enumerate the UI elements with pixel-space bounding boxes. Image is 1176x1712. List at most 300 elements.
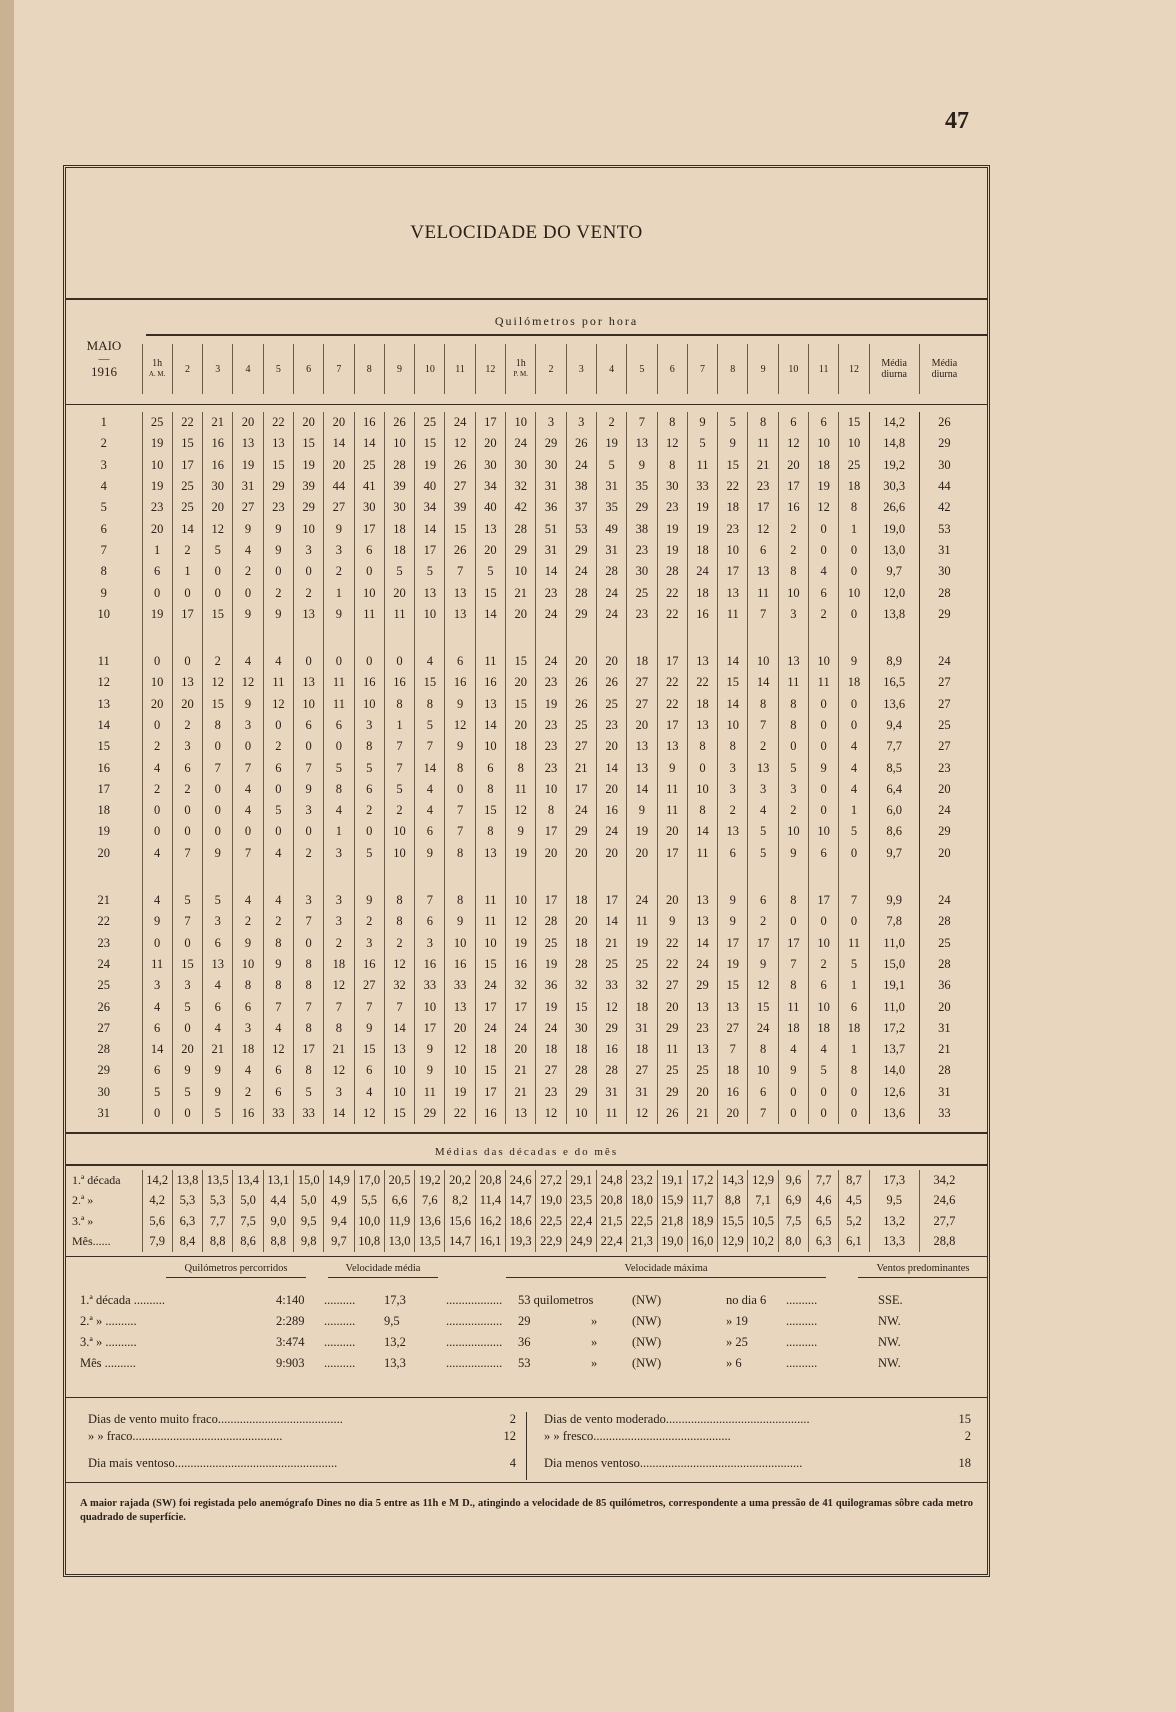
hour-value-cell: 10 (354, 694, 384, 715)
hour-value-cell: 4 (263, 843, 293, 864)
hour-value-cell: 9 (354, 1018, 384, 1039)
hour-value-cell: 13 (687, 996, 717, 1017)
hour-header-15: 3 (566, 344, 596, 394)
hour-value-cell: 6 (172, 757, 202, 778)
hour-value-cell: 9 (324, 518, 354, 539)
hour-value-cell: 20 (506, 1039, 536, 1060)
hour-value-cell: 17 (748, 497, 778, 518)
decade-value-cell: 6,6 (384, 1191, 414, 1212)
hour-value-cell: 30 (566, 1018, 596, 1039)
hour-value-cell: 18 (233, 1039, 263, 1060)
decade-value-cell: 6,3 (172, 1211, 202, 1232)
hour-value-cell: 20 (718, 1103, 748, 1124)
hour-value-cell: 10 (384, 843, 414, 864)
hour-value-cell: 21 (203, 1039, 233, 1060)
hour-value-cell: 4 (354, 1082, 384, 1103)
hour-value-cell: 11 (324, 694, 354, 715)
hour-header-20: 8 (718, 344, 748, 394)
hour-value-cell: 20 (475, 433, 505, 454)
hour-value-cell: 17 (506, 996, 536, 1017)
hour-value-cell: 28 (566, 954, 596, 975)
day-cell: 26 (97, 999, 110, 1014)
hour-value-cell: 3 (233, 715, 263, 736)
hour-value-cell: 2 (233, 561, 263, 582)
leader-dots: .......... (786, 1293, 818, 1308)
hour-value-cell: 27 (354, 975, 384, 996)
decade-value-cell: 8,0 (778, 1232, 808, 1253)
hour-value-cell: 3 (172, 975, 202, 996)
hour-value-cell: 10 (839, 582, 869, 603)
hour-value-cell: 11 (384, 604, 414, 625)
hour-value-cell: 14 (324, 1103, 354, 1124)
hour-value-cell: 8 (293, 1060, 323, 1081)
hour-value-cell: 11 (475, 890, 505, 911)
decade-means-section (66, 1132, 987, 1252)
hour-value-cell: 15 (506, 694, 536, 715)
hour-value-cell: 6 (809, 975, 839, 996)
hour-value-cell: 7 (203, 757, 233, 778)
hour-value-cell: 19 (536, 954, 566, 975)
hour-value-cell: 25 (415, 412, 445, 433)
decade-label: Mês...... (72, 1234, 111, 1249)
hour-value-cell: 0 (293, 736, 323, 757)
hour-value-cell: 9 (233, 933, 263, 954)
daily-mean-cell: 19,2 (869, 455, 919, 476)
hour-value-cell: 5 (203, 890, 233, 911)
hour-value-cell: 30 (506, 455, 536, 476)
hour-value-cell: 22 (657, 933, 687, 954)
hour-value-cell: 31 (233, 476, 263, 497)
daily-mean-cell: 20 (919, 779, 969, 800)
hour-value-cell: 18 (718, 1060, 748, 1081)
hour-value-cell: 9 (142, 911, 172, 932)
decade-value-cell: 22,5 (627, 1211, 657, 1232)
decade-row (66, 1211, 969, 1232)
month-label: MAIO (86, 338, 122, 353)
decade-value-cell: 4,2 (142, 1191, 172, 1212)
daily-mean-cell: 20 (919, 996, 969, 1017)
hour-value-cell: 4 (809, 1039, 839, 1060)
page-number: 47 (945, 108, 969, 134)
km-value: 3:474 (276, 1335, 305, 1350)
hour-value-cell: 0 (324, 651, 354, 672)
hour-value-cell: 23 (263, 497, 293, 518)
hour-value-cell: 24 (687, 561, 717, 582)
hour-value-cell: 4 (233, 800, 263, 821)
hour-value-cell: 4 (809, 561, 839, 582)
hour-value-cell: 6 (354, 1060, 384, 1081)
hour-value-cell: 24 (627, 890, 657, 911)
hour-value-cell: 27 (627, 694, 657, 715)
hour-value-cell: 6 (748, 540, 778, 561)
hour-value-cell: 10 (384, 433, 414, 454)
hour-value-cell: 8 (748, 694, 778, 715)
hour-value-cell: 16 (596, 800, 626, 821)
hour-value-cell: 37 (566, 497, 596, 518)
hour-value-cell: 20 (566, 651, 596, 672)
hour-value-cell: 11 (596, 1103, 626, 1124)
hour-value-cell: 4 (233, 779, 263, 800)
decade-value-cell: 21,3 (627, 1232, 657, 1253)
decade-value-cell: 9,8 (293, 1232, 323, 1253)
hour-value-cell: 7 (233, 843, 263, 864)
daily-mean-cell: 23 (919, 757, 969, 778)
hour-value-cell: 24 (506, 433, 536, 454)
decade-value-cell: 7,9 (142, 1232, 172, 1253)
hour-value-cell: 4 (415, 651, 445, 672)
hour-value-cell: 0 (203, 821, 233, 842)
hour-value-cell: 2 (778, 518, 808, 539)
hour-value-cell: 6 (475, 757, 505, 778)
hour-value-cell: 3 (778, 604, 808, 625)
daily-mean-cell: 30,3 (869, 476, 919, 497)
hour-value-cell: 10 (415, 604, 445, 625)
decade-value-cell: 23,5 (566, 1191, 596, 1212)
table-row (66, 604, 969, 625)
hour-value-cell: 34 (475, 476, 505, 497)
hour-value-cell: 19 (657, 540, 687, 561)
hour-value-cell: 26 (445, 455, 475, 476)
hour-value-cell: 16 (233, 1103, 263, 1124)
hour-value-cell: 0 (203, 561, 233, 582)
hour-value-cell: 14 (324, 433, 354, 454)
hour-value-cell: 9 (748, 954, 778, 975)
hour-value-cell: 24 (445, 412, 475, 433)
hour-value-cell: 6 (354, 779, 384, 800)
hour-value-cell: 29 (657, 1018, 687, 1039)
hour-value-cell: 0 (172, 582, 202, 603)
decade-value-cell: 13,1 (263, 1170, 293, 1191)
daily-mean-cell: 33 (919, 1103, 969, 1124)
hour-value-cell: 23 (142, 497, 172, 518)
hour-value-cell: 22 (657, 954, 687, 975)
hour-value-cell: 9 (627, 455, 657, 476)
hour-value-cell: 13 (687, 911, 717, 932)
hour-value-cell: 3 (566, 412, 596, 433)
hour-value-cell: 23 (627, 540, 657, 561)
hour-value-cell: 31 (596, 1082, 626, 1103)
hour-value-cell: 4 (233, 540, 263, 561)
hour-value-cell: 35 (596, 497, 626, 518)
daily-mean-cell: 27 (919, 736, 969, 757)
hour-value-cell: 22 (657, 694, 687, 715)
hour-value-cell: 11 (324, 672, 354, 693)
hour-value-cell: 23 (627, 604, 657, 625)
hour-value-cell: 8 (657, 412, 687, 433)
hour-value-cell: 12 (324, 975, 354, 996)
hour-value-cell: 10 (475, 933, 505, 954)
hour-value-cell: 23 (687, 1018, 717, 1039)
decade-value-cell: 20,8 (596, 1191, 626, 1212)
hour-header-9: 9 (384, 344, 414, 394)
day-cell: 14 (97, 718, 110, 732)
hour-value-cell: 0 (142, 715, 172, 736)
decade-value-cell: 6,3 (809, 1232, 839, 1253)
hour-value-cell: 7 (263, 996, 293, 1017)
decade-value-cell: 13,5 (415, 1232, 445, 1253)
hour-value-cell: 0 (142, 651, 172, 672)
hour-value-cell: 10 (687, 779, 717, 800)
hour-value-cell: 20 (596, 843, 626, 864)
daily-mean-cell: 31 (919, 540, 969, 561)
decade-value-cell: 13,0 (384, 1232, 414, 1253)
hour-value-cell: 21 (687, 1103, 717, 1124)
hour-value-cell: 2 (203, 651, 233, 672)
hour-value-cell: 20 (324, 455, 354, 476)
hour-value-cell: 7 (718, 1039, 748, 1060)
hour-value-cell: 24 (566, 455, 596, 476)
table-row (66, 497, 969, 518)
daily-mean-cell: 13,0 (869, 540, 919, 561)
hour-value-cell: 2 (354, 800, 384, 821)
hour-value-cell: 11 (506, 779, 536, 800)
hour-value-cell: 9 (627, 800, 657, 821)
decade-value-cell: 5,3 (203, 1191, 233, 1212)
hour-value-cell: 10 (778, 582, 808, 603)
day-cell: 13 (97, 696, 110, 711)
hour-value-cell: 33 (293, 1103, 323, 1124)
hour-value-cell: 14 (475, 715, 505, 736)
hour-value-cell: 18 (687, 582, 717, 603)
hour-value-cell: 7 (354, 996, 384, 1017)
hour-value-cell: 10 (445, 933, 475, 954)
hour-value-cell: 2 (172, 715, 202, 736)
hour-value-cell: 20 (142, 694, 172, 715)
day-cell: 28 (97, 1042, 110, 1057)
hour-value-cell: 17 (596, 890, 626, 911)
table-row (66, 455, 969, 476)
hour-value-cell: 17 (475, 996, 505, 1017)
days-fresh-label: » » fresco............................................ (544, 1429, 731, 1444)
predominant-wind: NW. (878, 1335, 901, 1350)
daily-mean-cell: 29 (919, 604, 969, 625)
hour-value-cell: 16 (506, 954, 536, 975)
hour-value-cell: 2 (172, 779, 202, 800)
hour-value-cell: 31 (596, 476, 626, 497)
hour-value-cell: 0 (809, 694, 839, 715)
hour-value-cell: 5 (596, 455, 626, 476)
table-row (66, 1039, 969, 1060)
hour-value-cell: 7 (293, 996, 323, 1017)
hour-value-cell: 8 (778, 890, 808, 911)
hour-value-cell: 19 (657, 518, 687, 539)
hour-value-cell: 17 (657, 715, 687, 736)
hour-value-cell: 38 (627, 518, 657, 539)
hour-value-cell: 7 (415, 736, 445, 757)
hour-value-cell: 0 (778, 1103, 808, 1124)
decade-value-cell: 5,5 (354, 1191, 384, 1212)
hour-header-12: 12 (475, 344, 505, 394)
decade-value-cell: 15,0 (293, 1170, 323, 1191)
hour-value-cell: 13 (475, 694, 505, 715)
hour-value-cell: 17 (354, 518, 384, 539)
hour-value-cell: 10 (809, 433, 839, 454)
hour-value-cell: 5 (748, 821, 778, 842)
hour-value-cell: 0 (324, 736, 354, 757)
hour-header-4: 4 (233, 344, 263, 394)
daily-mean-cell: 19,1 (869, 975, 919, 996)
hour-header-13: 1h P. M. (506, 344, 536, 394)
decade-value-cell: 10,2 (748, 1232, 778, 1253)
hour-value-cell: 6 (748, 890, 778, 911)
ditto-mark: » (591, 1314, 598, 1329)
decade-value-cell: 6,1 (839, 1232, 869, 1253)
mean-speed-header (328, 1263, 438, 1278)
hour-value-cell: 12 (324, 1060, 354, 1081)
hour-value-cell: 15 (475, 800, 505, 821)
hour-value-cell: 27 (324, 497, 354, 518)
hour-value-cell: 7 (233, 757, 263, 778)
hour-value-cell: 31 (627, 1082, 657, 1103)
decade-value-cell: 8,8 (718, 1191, 748, 1212)
hour-value-cell: 8 (536, 800, 566, 821)
hour-value-cell: 3 (142, 975, 172, 996)
hour-value-cell: 38 (566, 476, 596, 497)
daily-mean-cell: 9,7 (869, 843, 919, 864)
day-cell: 18 (97, 803, 110, 818)
daily-mean-cell: 30 (919, 455, 969, 476)
hour-value-cell: 12 (536, 1103, 566, 1124)
hour-value-cell: 9 (415, 1039, 445, 1060)
hour-value-cell: 30 (657, 476, 687, 497)
decade-value-cell: 17,0 (354, 1170, 384, 1191)
daily-mean-cell: 24 (919, 890, 969, 911)
hour-value-cell: 12 (657, 433, 687, 454)
decade-value-cell: 14,9 (324, 1170, 354, 1191)
hour-value-cell: 17 (778, 476, 808, 497)
hour-value-cell: 9 (233, 604, 263, 625)
daily-mean-cell: 24 (919, 800, 969, 821)
hour-value-cell: 15 (172, 433, 202, 454)
hour-value-cell: 19 (445, 1082, 475, 1103)
hour-value-cell: 3 (718, 779, 748, 800)
hour-value-cell: 11 (778, 996, 808, 1017)
hour-value-cell: 24 (596, 821, 626, 842)
decade-means-rule (66, 1164, 987, 1166)
daily-mean-cell: 11,0 (869, 996, 919, 1017)
hour-value-cell: 18 (566, 890, 596, 911)
max-day: » 25 (726, 1335, 748, 1350)
summary-row (66, 1293, 987, 1315)
hour-value-cell: 32 (506, 975, 536, 996)
hour-value-cell: 13 (384, 1039, 414, 1060)
hour-value-cell: 5 (748, 843, 778, 864)
daily-mean-header-2: Média diurna (919, 344, 969, 394)
days-fresh-value: 2 (964, 1429, 971, 1444)
hour-value-cell: 22 (172, 412, 202, 433)
hour-header-2: 2 (172, 344, 202, 394)
hour-value-cell: 8 (263, 975, 293, 996)
hour-value-cell: 2 (778, 800, 808, 821)
hour-value-cell: 20 (233, 412, 263, 433)
hour-value-cell: 0 (809, 800, 839, 821)
hour-value-cell: 28 (596, 561, 626, 582)
hour-value-cell: 14 (384, 1018, 414, 1039)
hour-value-cell: 8 (778, 561, 808, 582)
daily-mean-cell: 31 (919, 1018, 969, 1039)
hour-value-cell: 15 (718, 975, 748, 996)
hour-value-cell: 2 (263, 911, 293, 932)
hour-value-cell: 14 (596, 757, 626, 778)
hour-value-cell: 10 (566, 1103, 596, 1124)
hour-value-cell: 18 (566, 933, 596, 954)
hour-value-cell: 9 (778, 843, 808, 864)
hour-value-cell: 15 (293, 433, 323, 454)
leader-dots: .......... (786, 1335, 818, 1350)
hour-value-cell: 4 (839, 757, 869, 778)
decade-value-cell: 10,5 (748, 1211, 778, 1232)
hour-value-cell: 22 (657, 582, 687, 603)
hour-value-cell: 3 (324, 843, 354, 864)
decade-label: 1.ª década (72, 1172, 121, 1187)
hour-value-cell: 8 (506, 757, 536, 778)
hour-value-cell: 7 (324, 996, 354, 1017)
hour-value-cell: 0 (778, 1082, 808, 1103)
hour-value-cell: 14 (687, 933, 717, 954)
hour-value-cell: 22 (263, 412, 293, 433)
hour-header-18: 6 (657, 344, 687, 394)
hour-value-cell: 19 (536, 996, 566, 1017)
decade-means-title: Médias das décadas e do mês (434, 1146, 619, 1159)
day-cell: 25 (97, 978, 110, 993)
hour-value-cell: 10 (809, 996, 839, 1017)
daily-mean-cell: 28 (919, 911, 969, 932)
day-cell: 7 (100, 542, 107, 557)
hour-value-cell: 13 (687, 1039, 717, 1060)
hour-value-cell: 4 (778, 1039, 808, 1060)
hour-value-cell: 10 (142, 455, 172, 476)
decade-value-cell: 29,1 (566, 1170, 596, 1191)
hour-value-cell: 23 (536, 736, 566, 757)
hour-value-cell: 23 (536, 757, 566, 778)
hour-value-cell: 2 (384, 800, 414, 821)
hour-value-cell: 0 (263, 715, 293, 736)
decade-value-cell: 19,2 (415, 1170, 445, 1191)
hour-header-8: 8 (354, 344, 384, 394)
days-divider (526, 1412, 527, 1480)
hour-value-cell: 2 (596, 412, 626, 433)
hour-value-cell: 6 (203, 933, 233, 954)
hour-value-cell: 3 (354, 933, 384, 954)
winds-header (858, 1263, 988, 1278)
hour-value-cell: 3 (293, 540, 323, 561)
table-row (66, 412, 969, 433)
daily-mean-cell: 12,6 (869, 1082, 919, 1103)
hour-value-cell: 9 (263, 954, 293, 975)
decade-value-cell: 11,9 (384, 1211, 414, 1232)
table-row (66, 672, 969, 693)
hour-header-14: 2 (536, 344, 566, 394)
page-title: VELOCIDADE DO VENTO (410, 222, 643, 243)
hour-value-cell: 13 (445, 604, 475, 625)
hour-value-cell: 19 (596, 433, 626, 454)
hour-value-cell: 20 (778, 455, 808, 476)
hour-value-cell: 0 (839, 1103, 869, 1124)
hour-value-cell: 5 (354, 843, 384, 864)
hour-value-cell: 53 (566, 518, 596, 539)
hour-value-cell: 27 (657, 975, 687, 996)
hour-header-row (66, 344, 969, 394)
hour-value-cell: 33 (415, 975, 445, 996)
hour-value-cell: 27 (445, 476, 475, 497)
hour-value-cell: 20 (324, 412, 354, 433)
hour-value-cell: 20 (657, 996, 687, 1017)
hour-value-cell: 16 (354, 672, 384, 693)
hour-value-cell: 14 (354, 433, 384, 454)
hour-value-cell: 10 (536, 779, 566, 800)
hour-value-cell: 0 (293, 651, 323, 672)
hour-value-cell: 0 (384, 651, 414, 672)
